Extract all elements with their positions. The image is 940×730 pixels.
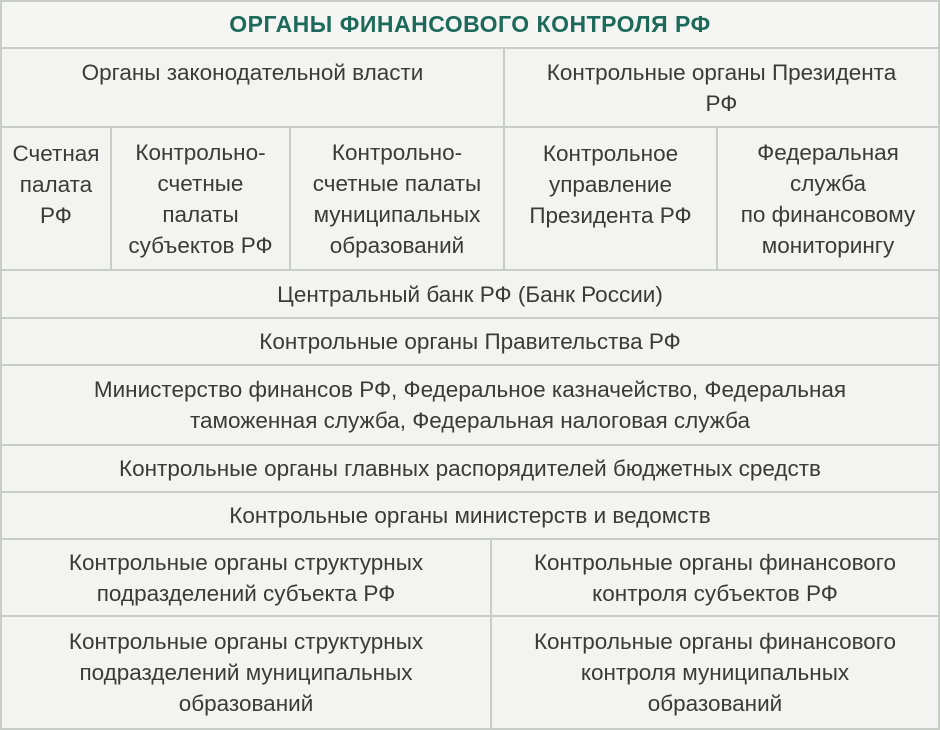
ministry-of-finance-group: Министерство финансов РФ, Федеральное казначейство, Федеральная таможенная служба, Федеральная налоговая служба [2, 366, 938, 444]
presidential-control-department: Контрольное управление Президента РФ [505, 128, 716, 269]
government-control-bodies: Контрольные органы Правительства РФ [2, 319, 938, 364]
central-bank: Центральный банк РФ (Банк России) [2, 271, 938, 317]
accounts-chamber: Счетная палата РФ [2, 128, 110, 269]
subject-structural-control: Контрольные органы структурных подразделений субъекта РФ [2, 540, 490, 615]
municipal-structural-control: Контрольные органы структурных подразделений муниципальных образований [2, 617, 490, 728]
legislative-bodies: Органы законодательной власти [2, 49, 503, 126]
president-control-bodies: Контрольные органы Президента РФ [505, 49, 938, 126]
subject-financial-control: Контрольные органы финансового контроля субъектов РФ [492, 540, 938, 615]
municipal-control-chambers: Контрольно- счетные палаты муниципальных образований [291, 128, 503, 269]
ministries-agencies-control: Контрольные органы министерств и ведомств [2, 493, 938, 538]
budget-managers-control: Контрольные органы главных распорядителей бюджетных средств [2, 446, 938, 491]
regional-control-chambers: Контрольно- счетные палаты субъектов РФ [112, 128, 289, 269]
diagram-title: ОРГАНЫ ФИНАНСОВОГО КОНТРОЛЯ РФ [2, 2, 938, 47]
municipal-financial-control: Контрольные органы финансового контроля муниципальных образований [492, 617, 938, 728]
financial-monitoring-service: Федеральная служба по финансовому мониторингу [718, 128, 938, 269]
